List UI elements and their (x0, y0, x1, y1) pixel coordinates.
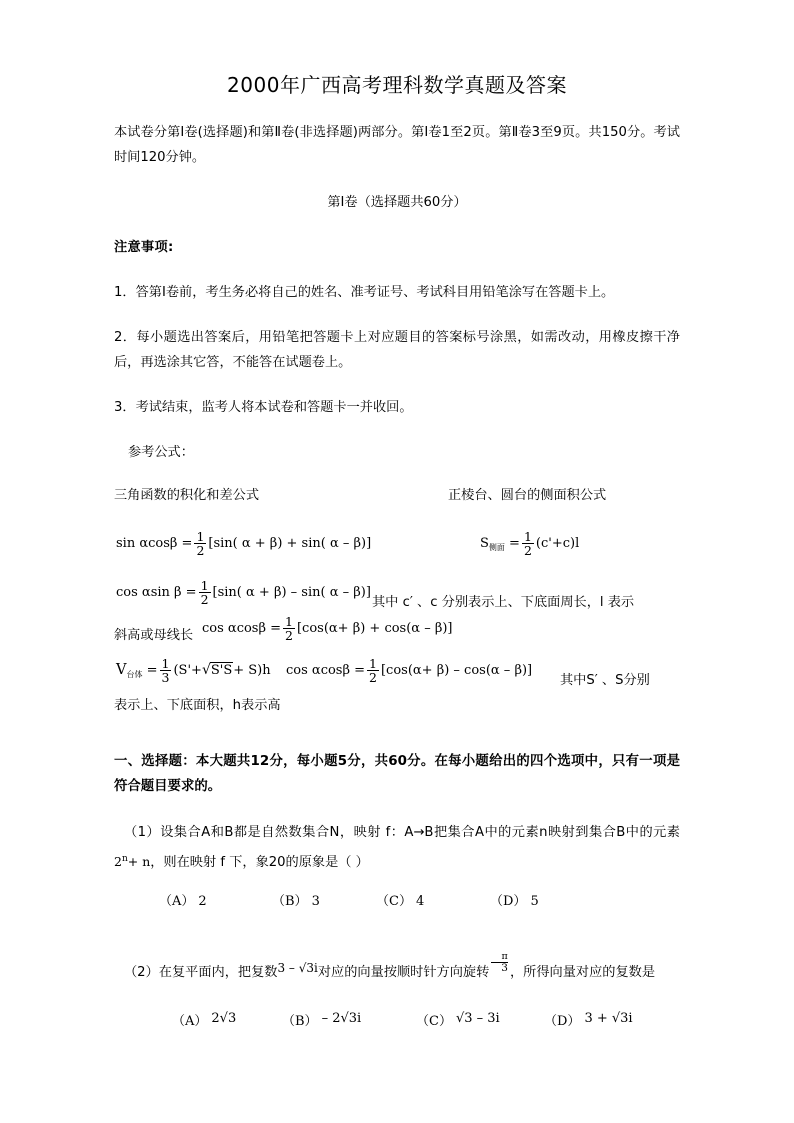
option-2-c[interactable]: （C） √3 – 3i (416, 1010, 500, 1029)
notice-item-2: 2．每小题选出答案后，用铅笔把答题卡上对应题目的答案标号涂黑，如需改动，用橡皮擦干净后，再选涂其它答，不能答在试题卷上。 (114, 330, 680, 370)
question-1-text-b: ，则在映射 f 下，象20的原象是（ ） (150, 855, 369, 870)
formulas-heading: 参考公式： (128, 445, 194, 460)
formula-cos-cos-diff: cos αcosβ = $\frac{1}{2}$ [cos(α+ β) – cos(α – β)] (286, 656, 533, 686)
option-2-a[interactable]: （A） 2√3 (172, 1010, 237, 1029)
option-1-c[interactable]: （C） 4 (376, 894, 425, 909)
note-area-line1: 其中S′ 、S分别 (560, 673, 650, 688)
sqrt-icon: √ (201, 662, 211, 679)
page-title: 2000年广西高考理科数学真题及答案 (227, 73, 567, 97)
formula-sin-cos: sin αcosβ = $\frac{1}{2}$ [sin( α + β) + sin( α – β)] (116, 529, 372, 559)
question-2-text-b: 对应的向量按顺时针方向旋转 (317, 964, 490, 980)
option-1-a[interactable]: （A） 2 (159, 894, 207, 909)
question-1 (114, 819, 680, 876)
question-1-formula: $2^n+ n$ (114, 854, 151, 869)
note-area-line2: 表示上、下底面积，h表示高 (114, 698, 281, 713)
question-2-rotation-angle: $\frac{\pi}{3}$ (491, 952, 508, 974)
document-content (114, 0, 680, 1036)
question-2-text-c: ，所得向量对应的复数是 (509, 964, 656, 980)
intro-paragraph: 本试卷分第Ⅰ卷(选择题)和第Ⅱ卷(非选择题)两部分。第Ⅰ卷1至2页。第Ⅱ卷3至9页。共150分。考试时间120分钟。 (114, 125, 680, 165)
note-circumference-line2: 斜高或母线长 (114, 628, 194, 643)
formula-cos-sin: cos αsin β = $\frac{1}{2}$ [sin( α + β) – sin( α – β)] (116, 578, 371, 608)
formula-lateral-area: $S_{侧面}$ = $\frac{1}{2}$ (c'+c)l (480, 529, 580, 559)
trig-formulas-heading: 三角函数的积化和差公式 (114, 488, 260, 503)
option-2-d[interactable]: （D） 3 + √3i (544, 1010, 633, 1029)
option-1-d[interactable]: （D） 5 (490, 894, 539, 909)
volume-subscript: 台体 (126, 670, 143, 680)
paper-part-heading: 第Ⅰ卷（选择题共60分） (327, 195, 467, 210)
formula-frustum-volume: $V_{台体}$ = $\frac{1}{3}$ (S'+√S'S+ S)h (116, 656, 271, 686)
reference-formulas-block (114, 475, 680, 723)
frustum-lateral-area-heading: 正棱台、圆台的侧面积公式 (448, 488, 607, 503)
notice-item-1: 1．答第Ⅰ卷前，考生务必将自己的姓名、准考证号、考试科目用铅笔涂写在答题卡上。 (114, 285, 615, 300)
question-2 (114, 952, 680, 988)
section-heading-multiple-choice: 一、选择题：本大题共12分，每小题5分，共60分。在每小题给出的四个选项中，只有一项是符合题目要求的。 (114, 754, 680, 794)
question-2-text-a: （2）在复平面内，把复数 (124, 964, 278, 980)
formula-cos-cos-sum: cos αcosβ = $\frac{1}{2}$ [cos(α+ β) + cos(α – β)] (202, 614, 453, 644)
notice-heading: 注意事项: (114, 240, 174, 255)
option-1-b[interactable]: （B） 3 (272, 894, 320, 909)
lateral-area-subscript: 侧面 (488, 543, 505, 553)
question-1-options (114, 890, 680, 916)
note-circumference-line1: 其中 c′ 、c 分别表示上、下底面周长，l 表示 (372, 595, 635, 610)
notice-item-3: 3．考试结束，监考人将本试卷和答题卡一并收回。 (114, 400, 413, 415)
question-2-options (114, 1010, 680, 1036)
option-2-b[interactable]: （B） – 2√3i (282, 1010, 362, 1029)
question-1-text-a: （1）设集合A和B都是自然数集合N，映射 f：A→B把集合A中的元素n映射到集合B中的元素 (124, 825, 680, 840)
question-2-complex-number: 3 – √3i (277, 960, 318, 975)
